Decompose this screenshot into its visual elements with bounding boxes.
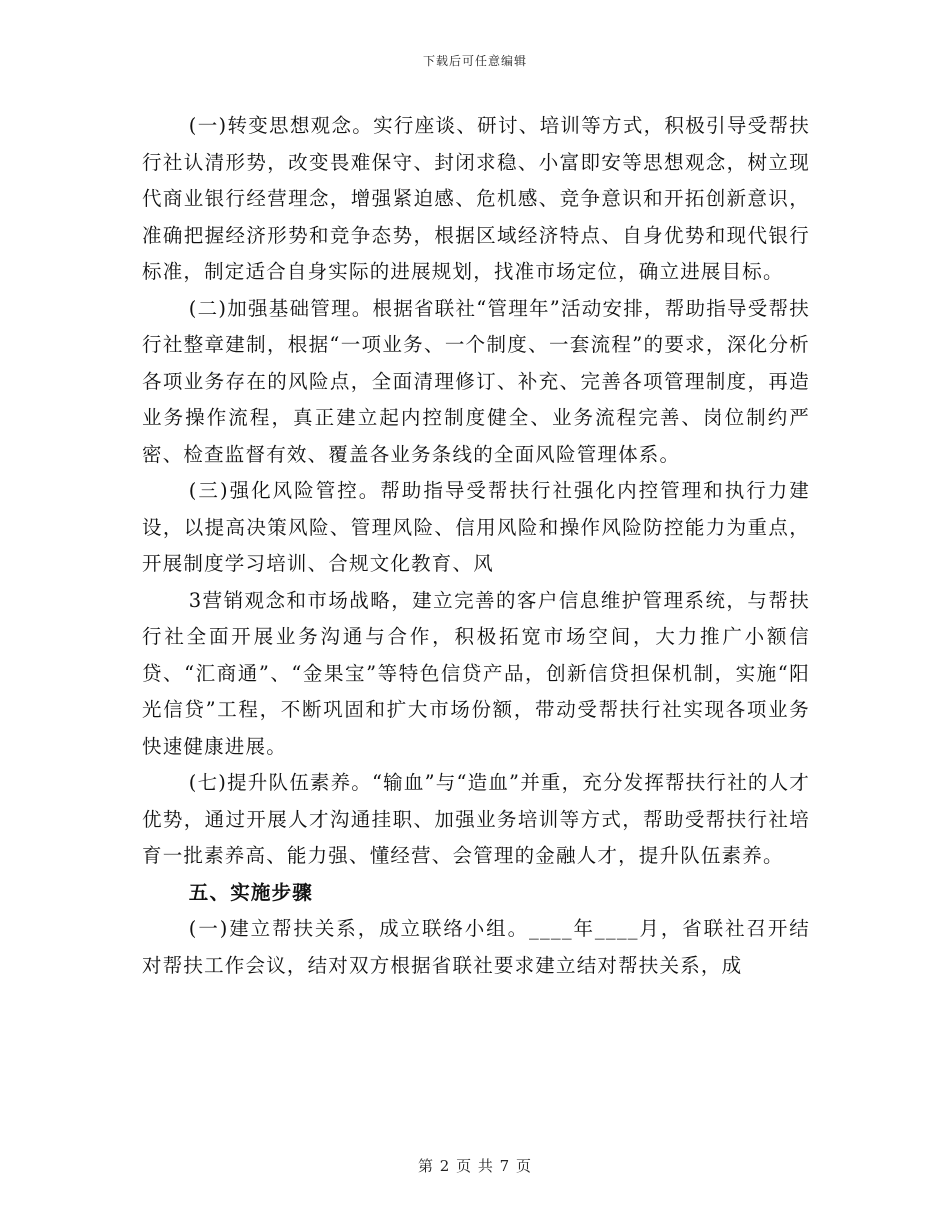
paragraph-establish-relationship: (一)建立帮扶关系，成立联络小组。____年____月，省联社召开结对帮扶工作会议，结对双方根据省联社要求建立结对帮扶关系，成 bbox=[142, 917, 810, 977]
document-body bbox=[142, 108, 810, 984]
page-header: 下载后可任意编辑 bbox=[422, 54, 527, 68]
page-footer: 第 2 页 共 7 页 bbox=[418, 1157, 532, 1175]
section-heading-implementation-steps: 五、实施步骤 bbox=[188, 880, 313, 904]
paragraph-change-thinking: (一)转变思想观念。实行座谈、研讨、培训等方式，积极引导受帮扶行社认清形势，改变畏难保守、封闭求稳、小富即安等思想观念，树立现代商业银行经营理念，增强紧迫感、危机感、竞争意识和开拓创新意识，准确把握经济形势和竞争态势，根据区域经济特点、自身优势和现代银行标准，制定适合自身实际的进展规划，找准市场定位，确立进展目标。 bbox=[142, 114, 810, 283]
paragraph-marketing: 3营销观念和市场战略，建立完善的客户信息维护管理系统，与帮扶行社全面开展业务沟通与合作，积极拓宽市场空间，大力推广小额信贷、“汇商通”、“金果宝”等特色信贷产品，创新信贷担保机制，实施“阳光信贷”工程，不断巩固和扩大市场份额，带动受帮扶行社实现各项业务快速健康进展。 bbox=[142, 588, 810, 758]
paragraph-team-quality: (七)提升队伍素养。“输血”与“造血”并重，充分发挥帮扶行社的人才优势，通过开展人才沟通挂职、加强业务培训等方式，帮助受帮扶行社培育一批素养高、能力强、懂经营、会管理的金融人才，提升队伍素养。 bbox=[142, 771, 810, 867]
paragraph-risk-control: (三)强化风险管控。帮助指导受帮扶行社强化内控管理和执行力建设，以提高决策风险、管理风险、信用风险和操作风险防控能力为重点，开展制度学习培训、合规文化教育、风 bbox=[142, 479, 810, 575]
paragraph-strengthen-management: (二)加强基础管理。根据省联社“管理年”活动安排，帮助指导受帮扶行社整章建制，根据“一项业务、一个制度、一套流程”的要求，深化分析各项业务存在的风险点，全面清理修订、补充、完善各项管理制度，再造业务操作流程，真正建立起内控制度健全、业务流程完善、岗位制约严密、检查监督有效、覆盖各业务条线的全面风险管理体系。 bbox=[142, 296, 810, 466]
